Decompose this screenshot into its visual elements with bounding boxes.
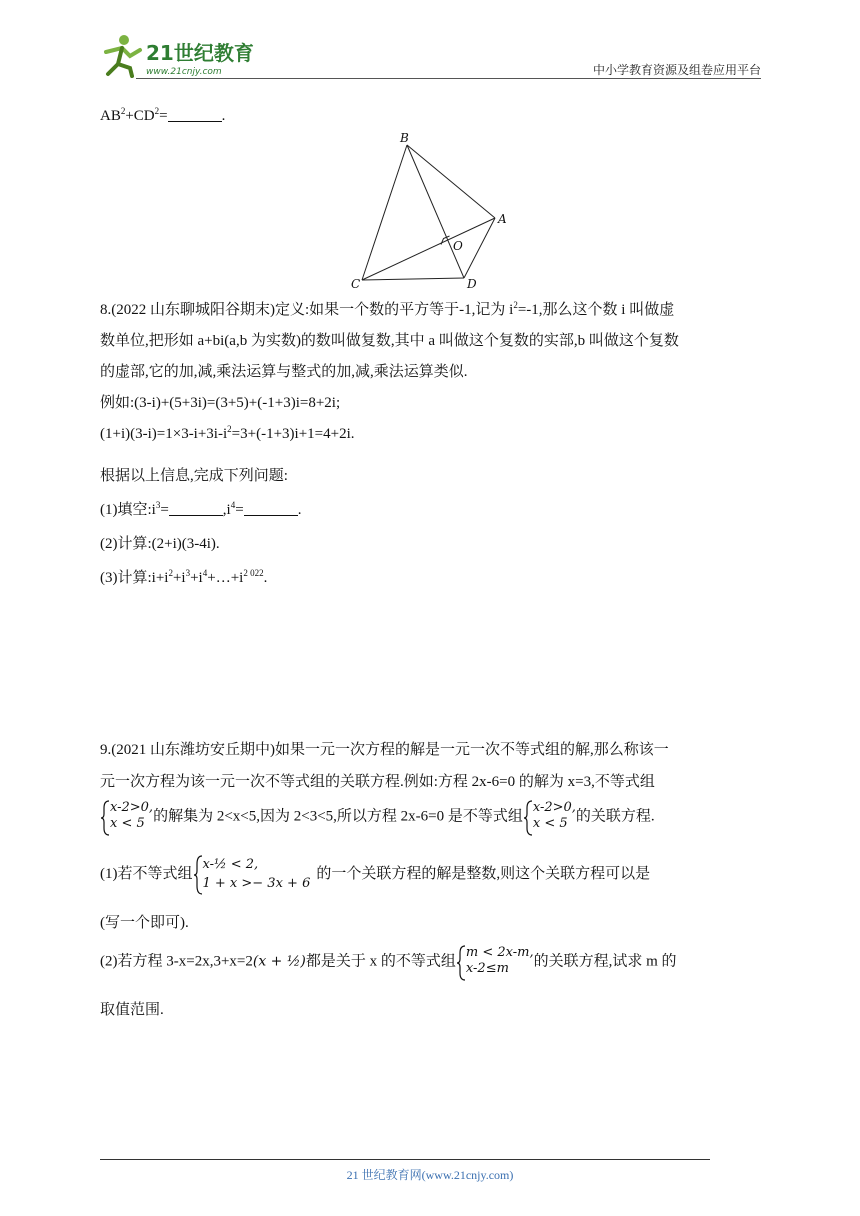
q8-line-2: 数单位,把形如 a+bi(a,b 为实数)的数叫做复数,其中 a 叫做这个复数的实部,b 叫做这个复数 [100,333,679,349]
answer-blank[interactable] [169,501,223,516]
q8-line-3: 的虚部,它的加,减,乘法运算与整式的加,减,乘法运算类似. [100,364,468,380]
q8-part-1: (1)填空$:i^3= ,i^4=$ . [100,500,302,518]
q8-line-1: 8.(2022 山东聊城阳谷期末)定义:如果一个数的平方等于-1,记为 $i^2=-1$,那么这个数 i 叫做虚 [100,300,675,318]
q9-part-2-cont: 取值范围. [100,1002,164,1018]
label-D: D [467,277,477,290]
q8-example-2: $(1+i)(3-i)=1\times 3-i+3i-i^2=3+(-1+3)i+1=4+2i$. [100,424,355,442]
logo-21cnjy [96,30,266,80]
inequality-system-4: m < 2x-m, x-2≤m [456,945,534,978]
label-A: A [498,212,507,226]
quadrilateral-figure [340,128,520,290]
q8-part-3: (3)计算$:i+i^2+i^3+i^4+\dots+i^{2 022}$. [100,568,268,586]
q9-part-1-note: (写一个即可). [100,915,189,931]
q9-part-2: (2)若方程 3-x=2x,3+x=2(x + ½)都是关于 x 的不等式组 m < 2x-m, x-2≤m 的关联方程,试求 m 的 [100,945,677,985]
q7-answer-line: $AB^2+CD^2=$ . [100,106,226,124]
page-header [96,30,761,80]
q9-line-1: 9.(2021 山东潍坊安丘期中)如果一元一次方程的解是一元一次不等式组的解,那么称该一 [100,742,669,758]
inequality-system-1: x-2>0, x < 5 [100,800,153,833]
answer-blank[interactable] [168,107,222,122]
q9-part-1: (1)若不等式组 x-½ < 2, 1 + x >− 3x + 6 的一个关联方程的解是整数,则这个关联方程可以是 [100,855,650,899]
header-platform-text: 中小学教育资源及组卷应用平台 [592,63,761,77]
label-O: O [453,239,463,253]
svg-text:www.21cnjy.com: www.21cnjy.com [146,67,222,77]
header-rule [136,78,761,79]
q8-intro: 根据以上信息,完成下列问题: [100,468,288,484]
q8-example-1: 例如:(3-i)+(5+3i)=(3+5)+(-1+3)i=8+2i; [100,395,341,411]
q8-part-2: (2)计算:(2+i)(3-4i). [100,536,220,552]
label-C: C [351,277,361,290]
q9-line-2: 元一次方程为该一元一次不等式组的关联方程.例如:方程 2x-6=0 的解为 x=3,不等式组 [100,774,655,790]
label-B: B [400,131,409,145]
inequality-system-3: x-½ < 2, 1 + x >− 3x + 6 [193,855,311,893]
answer-blank[interactable] [244,501,298,516]
inequality-system-2: x-2>0, x < 5 [523,800,576,833]
svg-text:21世纪教育: 21世纪教育 [146,41,254,65]
footer-link[interactable]: 21 世纪教育网(www.21cnjy.com) [346,1168,514,1182]
footer-rule [100,1159,710,1160]
q9-line-3: x-2>0, x < 5 的解集为 2<x<5,因为 2<3<5,所以方程 2x-6=0 是不等式组 x-2>0, x < 5 的关联方程. [100,800,655,840]
